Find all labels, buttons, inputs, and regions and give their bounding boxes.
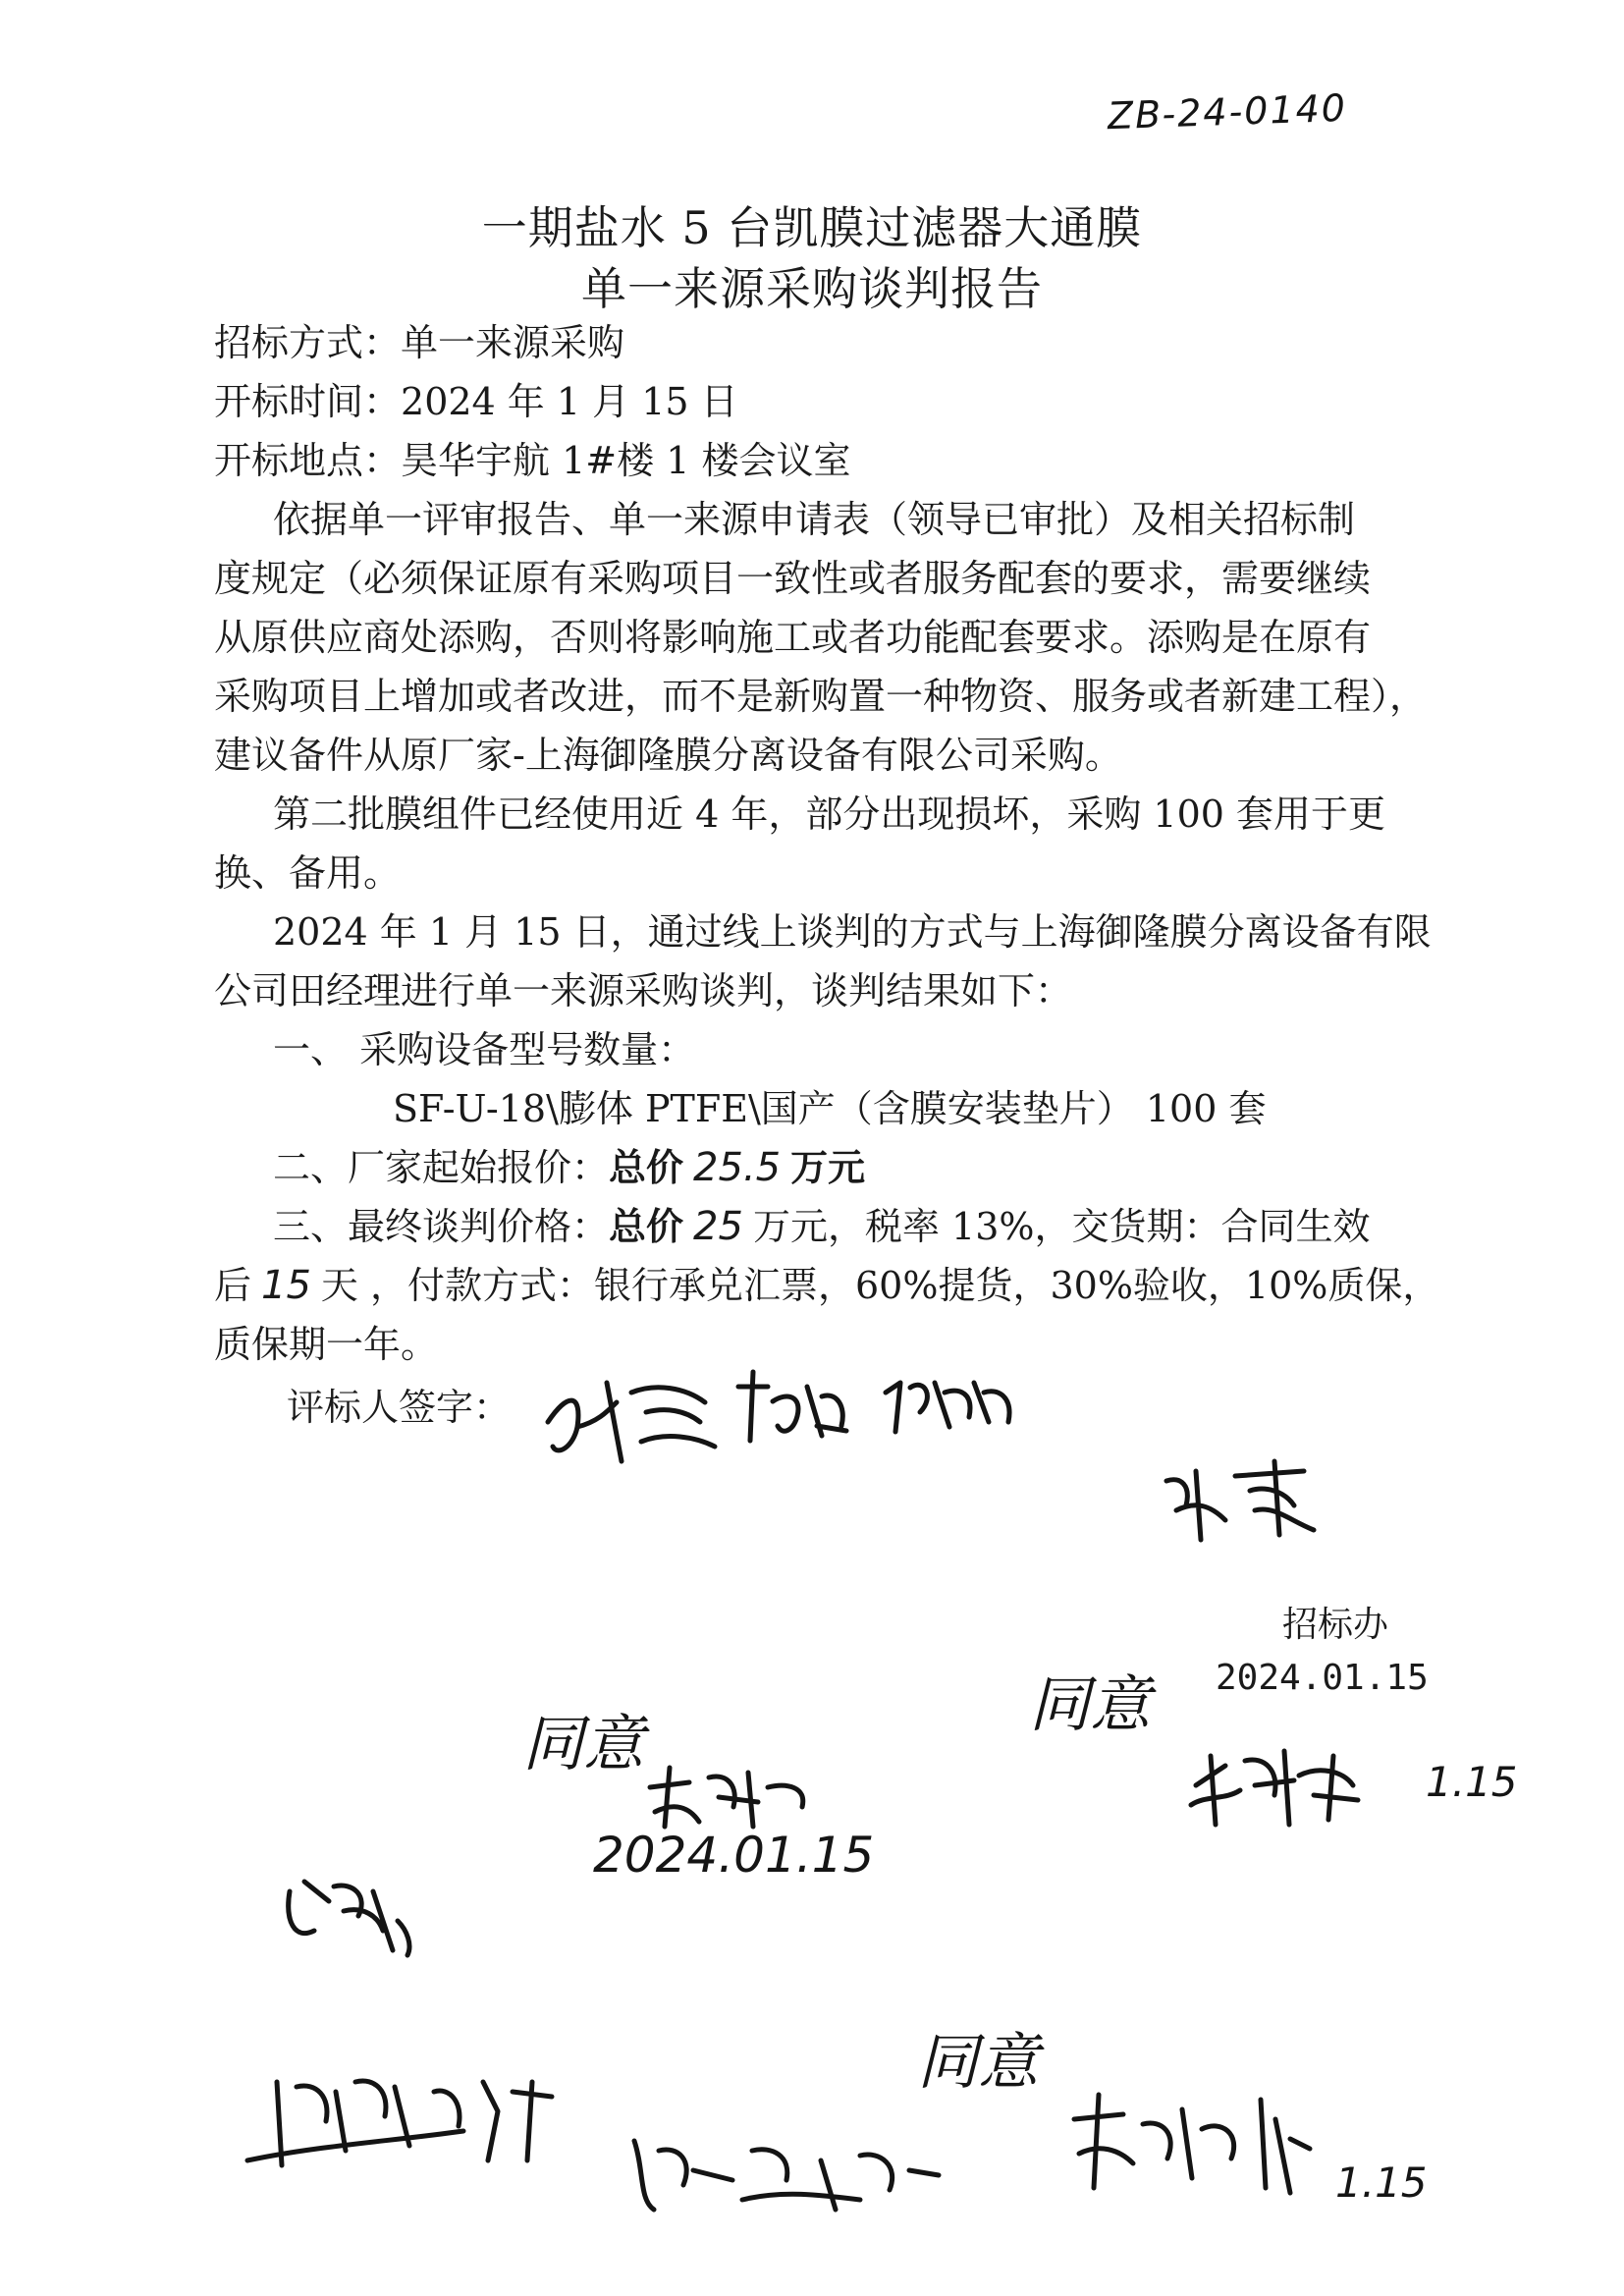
evaluator-signature-3 — [876, 1363, 1023, 1442]
paragraph-1-line-2: 度规定（必须保证原有采购项目一致性或者服务配套的要求，需要继续 — [214, 557, 1372, 600]
bid-place-value: 昊华宇航 1#楼 1 楼会议室 — [401, 439, 851, 482]
title-line-2: 单一来源采购谈判报告 — [581, 262, 1043, 315]
item-3-prefix: 三、最终谈判价格： — [273, 1205, 610, 1248]
item-2-row — [273, 1137, 865, 1191]
handwritten-date-1: 2024.01.15 — [593, 1827, 875, 1884]
bid-method-row — [214, 312, 624, 366]
item-1-detail: SF-U-18\膨体 PTFE\国产（含膜安装垫片） 100 套 — [393, 1087, 1267, 1130]
approver-signature-5 — [624, 2111, 958, 2229]
handwritten-approval-2: 同意 — [1029, 1668, 1152, 1740]
paragraph-1-line-1: 依据单一评审报告、单一来源申请表（领导已审批）及相关招标制 — [273, 498, 1356, 541]
item-3-suffix: 万元，税率 13%，交货期：合同生效 — [752, 1205, 1371, 1248]
paragraph-1-line-5: 建议备件从原厂家-上海御隆膜分离设备有限公司采购。 — [214, 734, 1122, 777]
paragraph-3-line-1: 2024 年 1 月 15 日，通过线上谈判的方式与上海御隆膜分离设备有限 — [273, 910, 1432, 954]
item-2-unit: 万元 — [790, 1145, 866, 1189]
bid-time-value: 2024 年 1 月 15 日 — [401, 380, 738, 423]
item-3-line-3: 质保期一年。 — [214, 1323, 439, 1366]
bid-place-row — [214, 430, 850, 484]
bid-method-label: 招标方式： — [214, 321, 402, 364]
approver-signature-1 — [640, 1758, 817, 1836]
bidding-office-date: 2024.01.15 — [1216, 1658, 1429, 1698]
item-3-handwritten-days: 15 — [261, 1263, 311, 1308]
item-3-row — [273, 1196, 1370, 1250]
handwritten-date-3: 1.15 — [1335, 2159, 1428, 2207]
item-2-total-label: 总价 — [609, 1145, 684, 1189]
item-3-line-2-suffix: 天 ，付款方式：银行承兑汇票，60%提货，30%验收，10%质保， — [320, 1264, 1440, 1307]
approver-signature-2 — [1186, 1736, 1412, 1834]
handwritten-approval-3: 同意 — [917, 2026, 1040, 2098]
approver-signature-6 — [1064, 2080, 1320, 2217]
item-3-handwritten-value: 25 — [693, 1204, 743, 1249]
bid-place-label: 开标地点： — [214, 439, 402, 482]
signature-label: 评标人签字： — [287, 1386, 512, 1429]
handwritten-approval-1: 同意 — [522, 1708, 645, 1779]
approver-signature-4 — [238, 2052, 591, 2190]
evaluator-signature-1 — [538, 1353, 725, 1491]
paragraph-1-line-4: 采购项目上增加或者改进，而不是新购置一种物资、服务或者新建工程）， — [214, 675, 1428, 718]
evaluator-signature-2 — [729, 1367, 856, 1455]
approver-signature-3 — [275, 1862, 432, 1970]
bidding-office: 招标办 — [1282, 1605, 1389, 1645]
document-number: ZB-24-0140 — [1107, 85, 1348, 138]
evaluator-signature-4 — [1157, 1451, 1324, 1550]
title-line-1: 一期盐水 5 台凯膜过滤器大通膜 — [481, 201, 1143, 254]
handwritten-date-2: 1.15 — [1426, 1758, 1518, 1806]
paragraph-1-line-3: 从原供应商处添购，否则将影响施工或者功能配套要求。添购是在原有 — [214, 616, 1372, 659]
paragraph-2-line-1: 第二批膜组件已经使用近 4 年，部分出现损坏，采购 100 套用于更 — [273, 793, 1386, 836]
item-2-handwritten-value: 25.5 — [693, 1145, 782, 1190]
bid-time-row — [214, 371, 738, 425]
item-1-heading: 一、 采购设备型号数量： — [273, 1028, 696, 1071]
item-3-line-2 — [214, 1255, 1439, 1309]
item-3-line-2-prefix: 后 — [214, 1264, 252, 1307]
item-2-prefix: 二、厂家起始报价： — [273, 1146, 610, 1189]
paragraph-3-line-2: 公司田经理进行单一来源采购谈判，谈判结果如下： — [214, 969, 1073, 1012]
bid-method-value: 单一来源采购 — [401, 321, 625, 364]
paragraph-2-line-2: 换、备用。 — [214, 851, 402, 895]
item-3-total-label: 总价 — [609, 1204, 684, 1248]
bid-time-label: 开标时间： — [214, 380, 402, 423]
